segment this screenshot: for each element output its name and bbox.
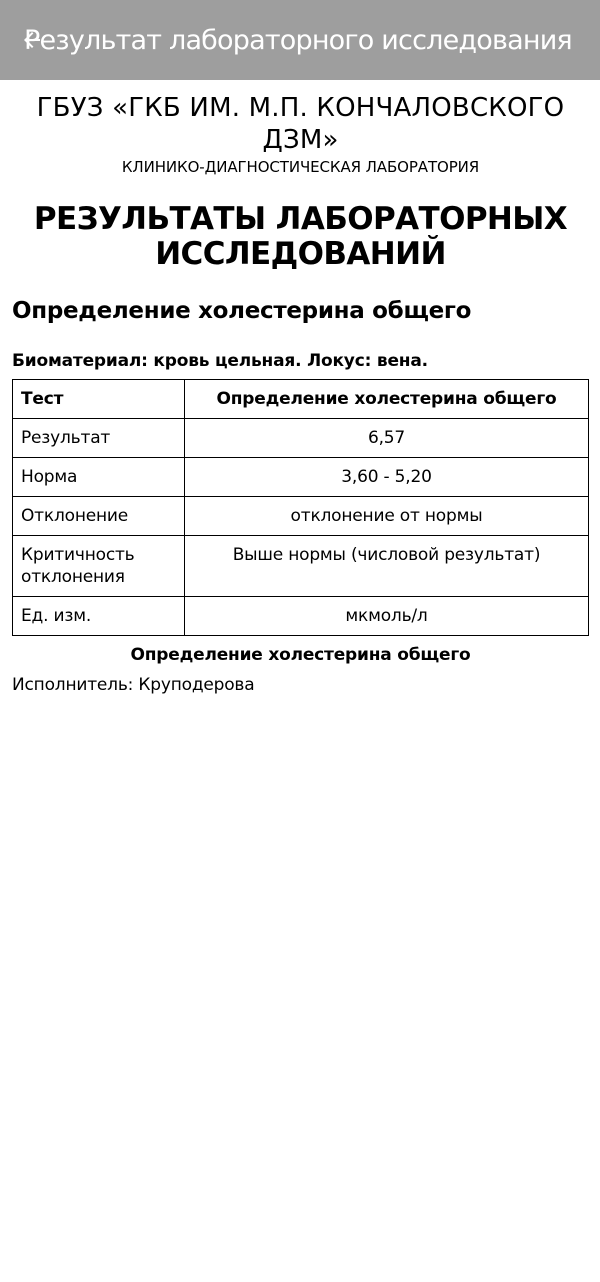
row-label: Критичность отклонения: [13, 536, 185, 597]
row-value: 3,60 - 5,20: [185, 458, 589, 497]
test-title: Определение холестерина общего: [12, 298, 472, 324]
table-row: [13, 458, 589, 497]
row-label: Результат: [13, 419, 185, 458]
results-table: [12, 379, 589, 636]
row-value: Выше нормы (числовой результат): [185, 536, 589, 597]
document-title: РЕЗУЛЬТАТЫ ЛАБОРАТОРНЫХ ИССЛЕДОВАНИЙ: [33, 201, 568, 272]
table-row: [13, 536, 589, 597]
row-label: Отклонение: [13, 497, 185, 536]
app-bar-title: Результат лабораторного исследования: [24, 25, 572, 56]
row-value: отклонение от нормы: [185, 497, 589, 536]
table-row: [13, 419, 589, 458]
organization-name: ГБУЗ «ГКБ ИМ. М.П. КОНЧАЛОВСКОГО ДЗМ»: [36, 93, 565, 155]
table-header-label: Тест: [13, 380, 185, 419]
app-bar: [0, 0, 600, 80]
row-value: 6,57: [185, 419, 589, 458]
table-header-row: [13, 380, 589, 419]
table-row: [13, 497, 589, 536]
biomaterial-info: Биоматериал: кровь цельная. Локус: вена.: [12, 351, 428, 371]
row-label: Ед. изм.: [13, 597, 185, 636]
row-value: мкмоль/л: [185, 597, 589, 636]
footer-test-name: Определение холестерина общего: [130, 645, 471, 665]
table-header-value: Определение холестерина общего: [185, 380, 589, 419]
report-content: [12, 92, 589, 696]
table-row: [13, 597, 589, 636]
row-label: Норма: [13, 458, 185, 497]
laboratory-name: КЛИНИКО-ДИАГНОСТИЧЕСКАЯ ЛАБОРАТОРИЯ: [121, 158, 480, 176]
executor-name: Исполнитель: Круподерова: [12, 675, 255, 695]
